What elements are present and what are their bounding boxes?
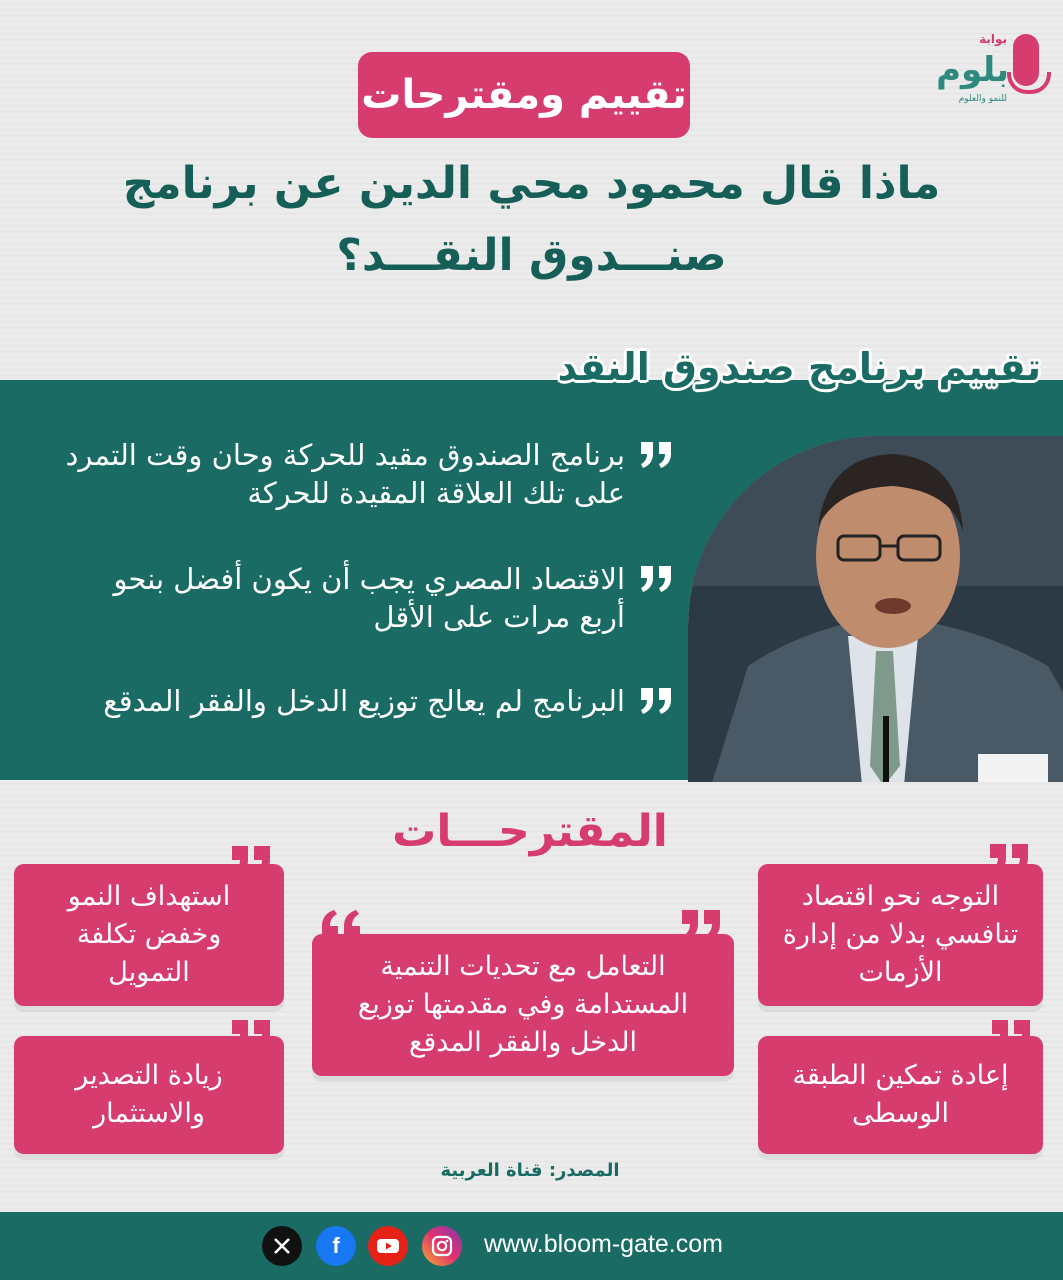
evaluation-quote-text: برنامج الصندوق مقيد للحركة وحان وقت التمرد على تلك العلاقة المقيدة للحركة (65, 438, 625, 510)
speaker-photo (688, 436, 1063, 782)
page-headline (60, 148, 1003, 292)
evaluation-quote (60, 682, 675, 720)
microphone-icon (1013, 34, 1039, 86)
logo-top-text: بوابة (979, 32, 1007, 46)
logo-wordmark: بلوم (936, 50, 1009, 90)
quote-mark-icon (988, 842, 1032, 876)
facebook-icon[interactable]: f (316, 1226, 356, 1266)
suggestion-card-text: إعادة تمكين الطبقة الوسطى (792, 1060, 1009, 1129)
suggestion-card (14, 1036, 284, 1154)
website-link[interactable]: www.bloom-gate.com (484, 1230, 723, 1258)
evaluation-quote-text: الاقتصاد المصري يجب أن يكون أفضل بنحو أربع مرات على الأقل (113, 562, 625, 634)
suggestion-card (312, 934, 734, 1076)
suggestion-card (14, 864, 284, 1006)
suggestion-card-text: التعامل مع تحديات التنمية المستدامة وفي مقدمتها توزيع الدخل والفقر المدقع (357, 951, 689, 1058)
quote-mark-icon (318, 908, 362, 942)
quote-mark-icon (637, 436, 675, 474)
portrait-frame (688, 436, 1063, 782)
suggestion-card-text: استهداف النمو وخفض تكلفة التمويل (67, 881, 231, 988)
quote-mark-icon (637, 560, 675, 598)
header-badge: تقييم ومقترحات (358, 52, 690, 138)
suggestions-title: المقترحـــات (392, 806, 668, 857)
quote-mark-icon (680, 908, 724, 942)
source-note: المصدر: قناة العربية (440, 1160, 620, 1181)
suggestion-card-text: التوجه نحو اقتصاد تنافسي بدلا من إدارة الأزمات (782, 881, 1019, 988)
evaluation-quote (60, 560, 675, 636)
evaluation-quote (60, 436, 675, 512)
suggestion-card-text: زيادة التصدير والاستثمار (75, 1060, 223, 1129)
quote-mark-icon (230, 844, 274, 878)
headline-line-1: ماذا قال محمود محي الدين عن برنامج (122, 158, 941, 209)
logo-subtext: للنمو والعلوم (958, 94, 1007, 104)
quote-mark-icon (637, 682, 675, 720)
x-icon[interactable] (262, 1226, 302, 1266)
suggestion-card (758, 1036, 1043, 1154)
brand-logo (915, 28, 1045, 108)
suggestion-card (758, 864, 1043, 1006)
instagram-icon[interactable] (422, 1226, 462, 1266)
quote-mark-icon (230, 1018, 274, 1052)
evaluation-quote-text: البرنامج لم يعالج توزيع الدخل والفقر المدقع (103, 684, 625, 718)
quote-mark-icon (990, 1018, 1034, 1052)
youtube-icon[interactable] (368, 1226, 408, 1266)
evaluation-title: تقييم برنامج صندوق النقد (557, 345, 1041, 389)
speaker-portrait (680, 436, 1063, 782)
headline-line-2: صنـــدوق النقـــد؟ (336, 230, 727, 281)
